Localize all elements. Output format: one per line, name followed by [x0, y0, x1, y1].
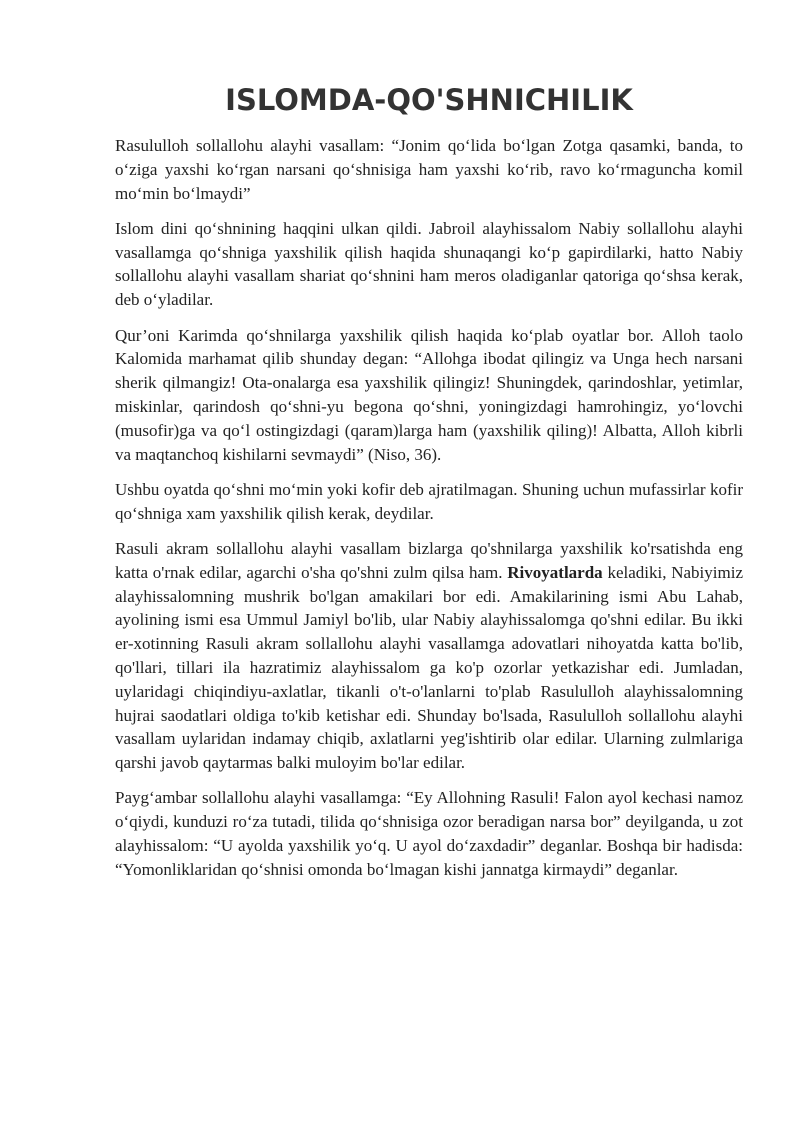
document-title: ISLOMDA-QO'SHNICHILIK	[225, 83, 633, 117]
paragraph-2: Islom dini qoʻshnining haqqini ulkan qildi. Jabroil alayhissalom Nabiy sollallohu alayhi vasallamga qoʻshniga yaxshilik qilish haqida shunaqangi koʻp gapirdilarki, hatto Nabiy sollallohu alayhi vasallam shariat qoʻshnini ham meros oladiganlar qatoriga qoʻshsa kerak, deb oʻyladilar.	[115, 218, 743, 310]
paragraph-5-end: keladiki, Nabiyimiz alayhissalomning mushrik bo'lgan amakilari bor edi. Amakilarining ismi Abu Lahab, ayolining ismi esa Ummul Jamiyl bo'lib, ular Nabiy alayhissalomga qo'shni edilar. Bu ikki er-xotinning Rasuli akram sollallohu alayhi vasallamga adovatlari nihoyatda katta bo'lib, qo'llari, tillari ila hazratimiz alayhissalom ga ko'p ozorlar yetkazishar edi. Jumladan, uylaridagi chiqindiyu-axlatlar, tikanli o't-o'lanlarni to'plab Rasululloh alayhissalomning hujrai saodatlari oldiga to'kib ketishar edi. Shunday bo'lsada, Rasululloh sollallohu alayhi vasallam uylaridan indamay chiqib, axlatlarni yeg'ishtirib olar edilar. Ularning zulmlariga qarshi javob qaytarmas balki muloyim bo'lar edilar.	[115, 562, 743, 773]
paragraph-5-start: Rasuli akram sollallohu alayhi vasallam bizlarga qo'shnilarga yaxshilik ko'rsatishda eng katta o'rnak edilar, agarchi o'sha qo'shni zulm qilsa ham.	[115, 538, 743, 582]
paragraph-1: Rasululloh sollallohu alayhi vasallam: “Jonim qoʻlida boʻlgan Zotga qasamki, banda, to oʻziga yaxshi koʻrgan narsani qoʻshnisiga ham yaxshi koʻrib, ravo koʻrmaguncha komil moʻmin boʻlmaydi”	[115, 136, 743, 203]
paragraph-5	[115, 537, 743, 775]
paragraph-4: Ushbu oyatda qoʻshni moʻmin yoki kofir deb ajratilmagan. Shuning uchun mufassirlar kofir qoʻshniga xam yaxshilik qilish kerak, deydilar.	[115, 479, 743, 523]
paragraph-5-bold-word: Rivoyatlarda	[507, 562, 603, 582]
paragraph-3: Qur’oni Karimda qoʻshnilarga yaxshilik qilish haqida koʻplab oyatlar bor. Alloh taolo Kalomida marhamat qilib shunday degan: “Allohga ibodat qilingiz va Unga hech narsani sherik qilmangiz! Ota-onalarga esa yaxshilik qilingiz! Shuningdek, qarindoshlar, yetimlar, miskinlar, qarindosh qoʻshni-yu begona qoʻshni, yoningizdagi hamrohingiz, yoʻlovchi (musofir)ga va qoʻl ostingizdagi (qaram)larga ham (yaxshilik qiling)! Albatta, Alloh kibrli va maqtanchoq kishilarni sevmaydi” (Niso, 36).	[115, 325, 743, 464]
paragraph-6: Paygʻambar sollallohu alayhi vasallamga: “Ey Allohning Rasuli! Falon ayol kechasi namoz oʻqiydi, kunduzi roʻza tutadi, tilida qoʻshnisiga ozor beradigan narsa bor” deyilganda, u zot alayhissalom: “U ayolda yaxshilik yoʻq. U ayol doʻzaxdadir” deganlar. Boshqa bir hadisda: “Yomonliklaridan qoʻshnisi omonda boʻlmagan kishi jannatga kirmaydi” deganlar.	[115, 788, 743, 879]
